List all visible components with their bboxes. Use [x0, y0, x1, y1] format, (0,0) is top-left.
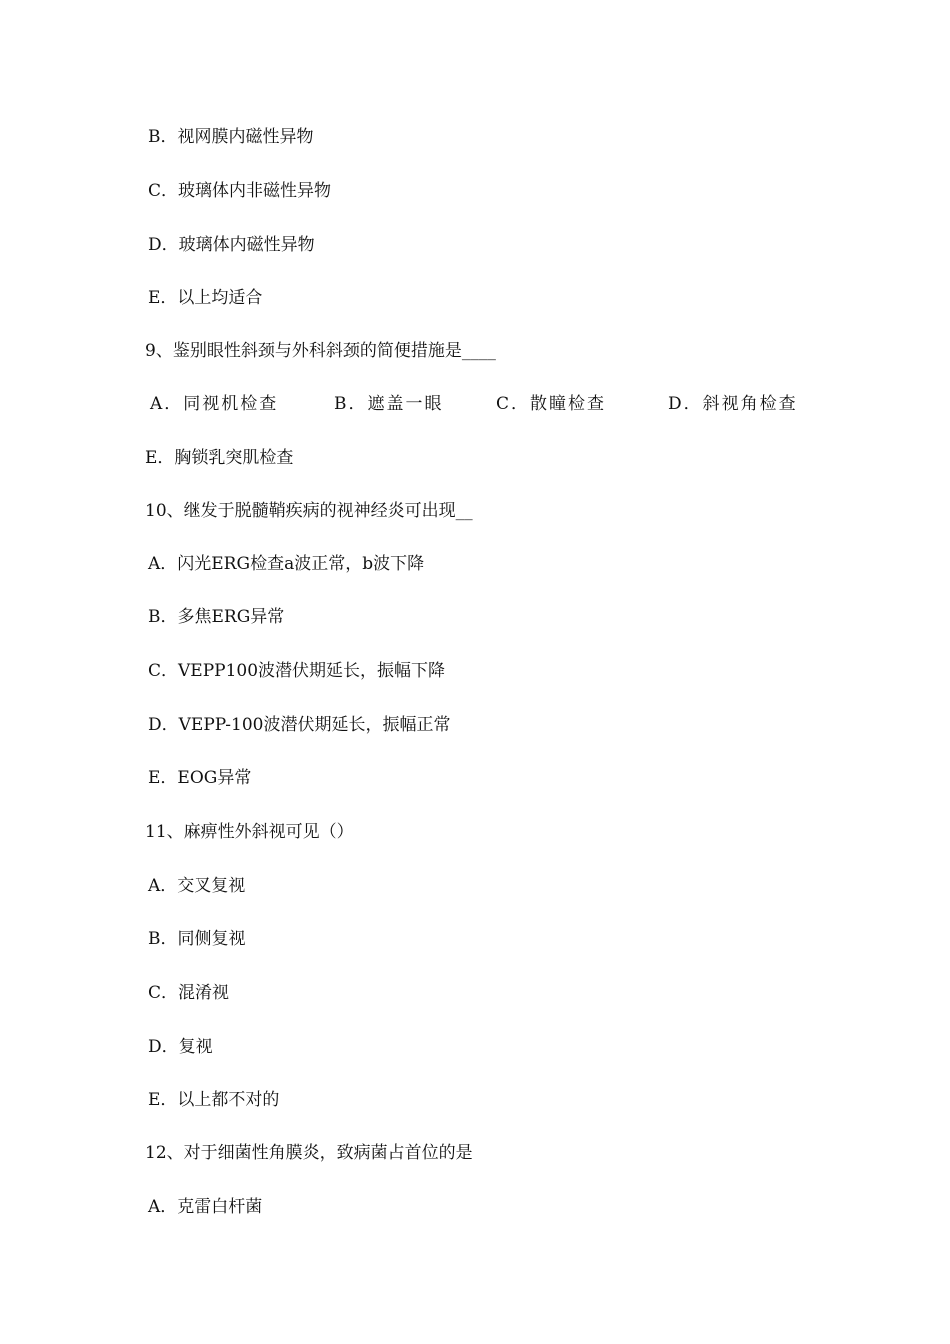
q9-option-d: D．斜视角检查 — [668, 394, 798, 414]
q12-option-a: A．克雷白杆菌 — [148, 1197, 263, 1217]
q11-option-d: D．复视 — [148, 1037, 213, 1057]
q10-option-d: D．VEPP-100波潜伏期延长，振幅正常 — [148, 715, 451, 735]
q12-stem: 12、对于细菌性角膜炎，致病菌占首位的是 — [145, 1143, 473, 1163]
q9-option-e: E．胸锁乳突肌检查 — [145, 448, 294, 468]
q10-option-b: B．多焦ERG异常 — [148, 607, 285, 627]
q10-option-e: E．EOG异常 — [148, 768, 252, 788]
q10-option-a: A．闪光ERG检查a波正常，b波下降 — [148, 554, 425, 574]
q11-stem: 11、麻痹性外斜视可见（） — [145, 822, 354, 842]
q11-option-c: C．混淆视 — [148, 983, 230, 1003]
q11-option-e: E．以上都不对的 — [148, 1090, 280, 1110]
q8-option-c: C．玻璃体内非磁性异物 — [148, 181, 332, 201]
q9-option-c: C．散瞳检查 — [496, 394, 607, 414]
q11-option-b: B．同侧复视 — [148, 929, 246, 949]
q10-option-c: C．VEPP100波潜伏期延长，振幅下降 — [148, 661, 446, 681]
q10-stem: 10、继发于脱髓鞘疾病的视神经炎可出现__ — [145, 501, 473, 521]
q9-option-a: A．同视机检查 — [150, 394, 279, 414]
q8-option-d: D．玻璃体内磁性异物 — [148, 235, 315, 255]
q11-option-a: A．交叉复视 — [148, 876, 246, 896]
q8-option-e: E．以上均适合 — [148, 288, 263, 308]
q9-stem: 9、鉴别眼性斜颈与外科斜颈的简便措施是____ — [145, 341, 496, 361]
q8-option-b: B．视网膜内磁性异物 — [148, 127, 314, 147]
q9-option-b: B．遮盖一眼 — [334, 394, 444, 414]
